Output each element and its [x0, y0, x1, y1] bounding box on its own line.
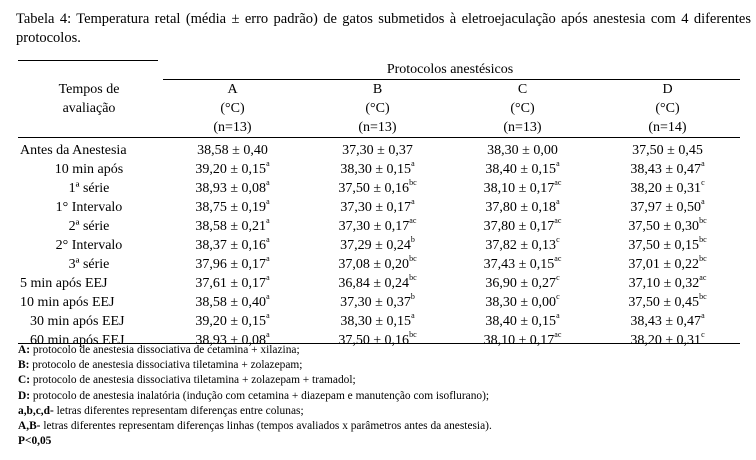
col-c-unit: (°C)	[510, 101, 535, 116]
mean-se-value: 38,58 ± 0,21	[195, 219, 267, 234]
mean-se-value: 37,97 ± 0,50	[630, 200, 702, 215]
significance-letters: a	[266, 159, 270, 169]
value-cell	[160, 160, 305, 179]
significance-letters: ac	[554, 254, 562, 264]
significance-letters: a	[266, 273, 270, 283]
row-label: 1ª série	[68, 181, 110, 196]
mean-se-value: 37,30 ± 0,37	[342, 143, 413, 158]
value-cell	[450, 293, 595, 312]
mean-se-value: 39,20 ± 0,15	[195, 162, 267, 177]
value-cell	[595, 255, 740, 274]
row-label: 60 min após EEJ	[30, 333, 125, 348]
footnote-text: protocolo de anestesia dissociativa tiletamina + zolazepam + tramadol;	[30, 374, 356, 387]
row-label: 30 min após EEJ	[30, 314, 125, 329]
table-row	[18, 198, 740, 217]
significance-letters: b	[410, 292, 415, 302]
mean-se-value: 37,30 ± 0,17	[338, 219, 410, 234]
footnote-line	[18, 343, 748, 358]
mean-se-value: 37,08 ± 0,20	[338, 257, 410, 272]
row-label: 3ª série	[68, 257, 110, 272]
mean-se-value: 38,20 ± 0,31	[630, 181, 702, 196]
significance-letters: c	[556, 235, 560, 245]
significance-letters: a	[266, 292, 270, 302]
significance-letters: a	[266, 311, 270, 321]
row-label: 2ª série	[68, 219, 110, 234]
mean-se-value: 38,43 ± 0,47	[630, 162, 702, 177]
significance-letters: a	[266, 197, 270, 207]
significance-letters: a	[411, 159, 415, 169]
value-cell	[305, 274, 450, 293]
significance-letters: a	[556, 159, 560, 169]
table-footnotes	[18, 343, 748, 449]
significance-letters: bc	[699, 292, 707, 302]
value-cell	[595, 217, 740, 236]
mean-se-value: 38,40 ± 0,15	[485, 162, 557, 177]
significance-letters: a	[556, 311, 560, 321]
row-label: 10 min após	[54, 162, 124, 177]
value-cell	[450, 236, 595, 255]
significance-letters: a	[266, 235, 270, 245]
significance-letters: a	[266, 254, 270, 264]
footnote-line	[18, 358, 748, 373]
table-row	[18, 217, 740, 236]
footnote-text: protocolo de anestesia inalatória (indução com cetamina + diazepam e manutenção com isoflurano);	[30, 389, 490, 402]
footnote-key: A,B-	[18, 420, 41, 433]
significance-letters: c	[556, 292, 560, 302]
value-cell	[595, 198, 740, 217]
value-cell	[305, 312, 450, 331]
table-row	[18, 179, 740, 198]
mean-se-value: 37,61 ± 0,17	[195, 276, 267, 291]
significance-letters: bc	[409, 273, 417, 283]
col-a-n: (n=13)	[213, 120, 252, 135]
value-cell	[450, 312, 595, 331]
significance-letters: bc	[409, 254, 417, 264]
mean-se-value: 38,58 ± 0,40	[195, 295, 267, 310]
table-row	[18, 312, 740, 331]
row-label: Antes da Anestesia	[20, 143, 127, 158]
value-cell	[450, 198, 595, 217]
value-cell	[305, 293, 450, 312]
value-cell	[595, 236, 740, 255]
significance-letters: a	[411, 311, 415, 321]
footnote-line	[18, 419, 748, 434]
mean-se-value: 38,93 ± 0,08	[195, 333, 267, 348]
mean-se-value: 38,10 ± 0,17	[483, 333, 555, 348]
row-header-spacer	[18, 60, 160, 80]
value-cell	[595, 160, 740, 179]
table-body	[18, 137, 740, 350]
mean-se-value: 39,20 ± 0,15	[195, 314, 267, 329]
value-cell	[305, 217, 450, 236]
value-cell	[305, 137, 450, 160]
significance-letters: a	[701, 197, 705, 207]
value-cell	[305, 198, 450, 217]
mean-se-value: 38,37 ± 0,16	[195, 238, 267, 253]
mean-se-value: 38,30 ± 0,00	[487, 143, 558, 158]
col-b-letter: B	[372, 82, 383, 97]
table-row	[18, 137, 740, 160]
mean-se-value: 37,80 ± 0,18	[485, 200, 557, 215]
footnote-key: B:	[18, 359, 30, 372]
significance-letters: c	[556, 273, 560, 283]
temperature-table	[18, 60, 740, 350]
mean-se-value: 37,50 ± 0,45	[632, 143, 703, 158]
col-b-n: (n=13)	[358, 120, 397, 135]
value-cell	[160, 255, 305, 274]
value-cell	[450, 160, 595, 179]
value-cell	[160, 198, 305, 217]
mean-se-value: 37,82 ± 0,13	[485, 238, 557, 253]
significance-letters: a	[266, 178, 270, 188]
significance-letters: bc	[699, 254, 707, 264]
value-cell	[160, 274, 305, 293]
value-cell	[595, 312, 740, 331]
mean-se-value: 38,30 ± 0,00	[485, 295, 557, 310]
footnote-key: A:	[18, 344, 31, 356]
col-b-unit: (°C)	[365, 101, 390, 116]
footnote-line	[18, 373, 748, 388]
mean-se-value: 37,50 ± 0,30	[628, 219, 700, 234]
group-header: Protocolos anestésicos	[386, 62, 514, 77]
significance-letters: a	[701, 159, 705, 169]
significance-letters: c	[701, 330, 705, 340]
row-label: 2° Intervalo	[55, 238, 123, 253]
footnote-text: protocolo de anestesia dissociativa tiletamina + zolazepam;	[29, 359, 303, 372]
mean-se-value: 38,75 ± 0,19	[195, 200, 267, 215]
footnote-key: D:	[18, 389, 31, 402]
significance-letters: a	[411, 197, 415, 207]
footnote-line	[18, 404, 748, 419]
mean-se-value: 38,40 ± 0,15	[485, 314, 557, 329]
row-label: 1° Intervalo	[55, 200, 123, 215]
mean-se-value: 37,50 ± 0,16	[338, 333, 410, 348]
value-cell	[595, 274, 740, 293]
table-row	[18, 274, 740, 293]
row-header-line1: Tempos de	[58, 82, 120, 97]
col-d-n: (n=14)	[648, 120, 687, 135]
table-row	[18, 293, 740, 312]
footnote-key: a,b,c,d-	[18, 404, 54, 417]
footnote-text: protocolo de anestesia dissociativa de cetamina + xilazina;	[30, 344, 300, 356]
significance-letters: a	[266, 330, 270, 340]
col-a-unit: (°C)	[220, 101, 245, 116]
mean-se-value: 37,29 ± 0,24	[340, 238, 411, 253]
value-cell	[595, 293, 740, 312]
value-cell	[305, 179, 450, 198]
mean-se-value: 37,43 ± 0,15	[483, 257, 555, 272]
mean-se-value: 37,50 ± 0,16	[338, 181, 410, 196]
value-cell	[160, 137, 305, 160]
significance-letters: ac	[554, 216, 562, 226]
col-c-letter: C	[517, 82, 528, 97]
significance-letters: ac	[554, 178, 562, 188]
value-cell	[450, 217, 595, 236]
significance-letters: b	[410, 235, 415, 245]
value-cell	[160, 179, 305, 198]
value-cell	[160, 293, 305, 312]
value-cell	[450, 255, 595, 274]
footnote-line	[18, 434, 748, 449]
value-cell	[160, 217, 305, 236]
mean-se-value: 38,43 ± 0,47	[630, 314, 702, 329]
table-row	[18, 236, 740, 255]
significance-letters: bc	[699, 235, 707, 245]
mean-se-value: 37,01 ± 0,22	[628, 257, 700, 272]
mean-se-value: 37,50 ± 0,15	[628, 238, 700, 253]
mean-se-value: 37,80 ± 0,17	[483, 219, 555, 234]
col-a-letter: A	[227, 82, 238, 97]
value-cell	[450, 274, 595, 293]
significance-letters: a	[701, 311, 705, 321]
significance-letters: c	[701, 178, 705, 188]
footnote-key: C:	[18, 374, 31, 387]
mean-se-value: 36,90 ± 0,27	[485, 276, 557, 291]
value-cell	[595, 137, 740, 160]
mean-se-value: 37,50 ± 0,45	[628, 295, 700, 310]
significance-letters: ac	[554, 330, 562, 340]
mean-se-value: 37,96 ± 0,17	[195, 257, 267, 272]
footnote-line	[18, 389, 748, 404]
value-cell	[305, 236, 450, 255]
footnote-key: P<0,05	[18, 435, 52, 448]
table-row	[18, 160, 740, 179]
significance-letters: bc	[409, 178, 417, 188]
value-cell	[595, 179, 740, 198]
significance-letters: bc	[699, 216, 707, 226]
row-header-spacer-2	[18, 118, 160, 137]
mean-se-value: 36,84 ± 0,24	[338, 276, 410, 291]
value-cell	[160, 236, 305, 255]
significance-letters: a	[266, 216, 270, 226]
significance-letters: ac	[699, 273, 707, 283]
value-cell	[305, 255, 450, 274]
mean-se-value: 37,30 ± 0,37	[340, 295, 411, 310]
row-label: 5 min após EEJ	[20, 276, 108, 291]
significance-letters: a	[556, 197, 560, 207]
footnote-text: letras diferentes representam diferenças linhas (tempos avaliados x parâmetros antes da anestesia).	[40, 420, 492, 433]
value-cell	[305, 160, 450, 179]
mean-se-value: 37,30 ± 0,17	[340, 200, 412, 215]
mean-se-value: 38,58 ± 0,40	[197, 143, 268, 158]
significance-letters: ac	[409, 216, 417, 226]
mean-se-value: 38,93 ± 0,08	[195, 181, 267, 196]
row-label: 10 min após EEJ	[20, 295, 115, 310]
mean-se-value: 38,20 ± 0,31	[630, 333, 702, 348]
mean-se-value: 38,30 ± 0,15	[340, 314, 412, 329]
mean-se-value: 38,30 ± 0,15	[340, 162, 412, 177]
table-caption: Tabela 4: Temperatura retal (média ± erro padrão) de gatos submetidos à eletroejaculação após anestesia com 4 diferentes protocolos.	[16, 11, 751, 46]
value-cell	[160, 312, 305, 331]
table-row	[18, 255, 740, 274]
col-d-letter: D	[662, 82, 673, 97]
significance-letters: bc	[409, 330, 417, 340]
col-c-n: (n=13)	[503, 120, 542, 135]
mean-se-value: 38,10 ± 0,17	[483, 181, 555, 196]
value-cell	[450, 179, 595, 198]
row-header-line2: avaliação	[62, 101, 116, 116]
mean-se-value: 37,10 ± 0,32	[628, 276, 700, 291]
col-d-unit: (°C)	[655, 101, 680, 116]
footnote-text: letras diferentes representam diferenças entre colunas;	[53, 404, 304, 417]
value-cell	[450, 137, 595, 160]
